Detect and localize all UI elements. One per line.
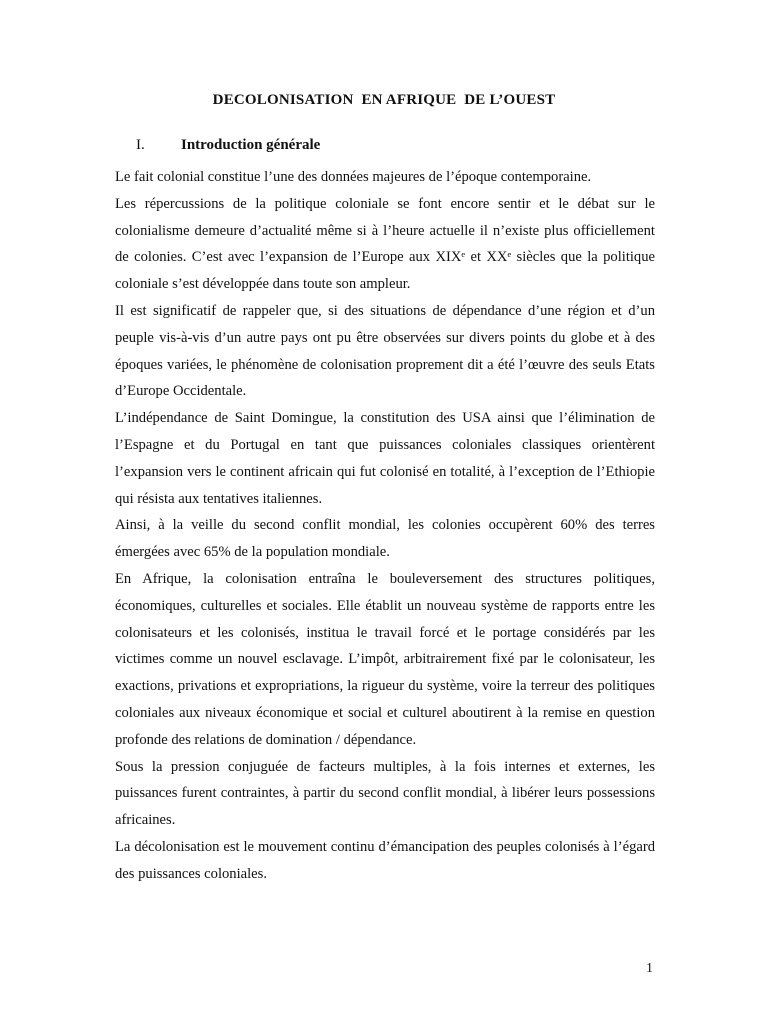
document-title: DECOLONISATION EN AFRIQUE DE L’OUEST xyxy=(212,92,556,108)
paragraph: Sous la pression conjuguée de facteurs multiples, à la fois internes et externes, les puissances furent contraintes, à partir du second conflit mondial, à libérer leurs possessions africaines. xyxy=(115,758,655,829)
paragraph: Ainsi, à la veille du second conflit mondial, les colonies occupèrent 60% des terres émergées avec 65% de la population mondiale. xyxy=(115,517,655,561)
page-number: 1 xyxy=(646,961,653,976)
paragraph: Le fait colonial constitue l’une des données majeures de l’époque contemporaine. xyxy=(115,169,592,185)
body-text xyxy=(115,164,655,888)
section-number: I. xyxy=(136,137,145,153)
paragraph: La décolonisation est le mouvement continu d’émancipation des peuples colonisés à l’égard des puissances coloniales. xyxy=(115,838,655,882)
section-heading-text: Introduction générale xyxy=(181,137,321,153)
paragraph: En Afrique, la colonisation entraîna le bouleversement des structures politiques, économiques, culturelles et sociales. Elle établit un nouveau système de rapports entre les colonisateurs et les colonisés, institua le travail forcé et le portage considérés par les victimes comme un nouvel esclavage. L’impôt, arbitrairement fixé par le colonisateur, les exactions, privations et expropriations, la rigueur du système, voire la terreur des politiques coloniales aux niveaux économique et social et culturel aboutirent à la remise en question profonde des relations de domination / dépendance. xyxy=(115,570,655,748)
paragraph: Les répercussions de la politique coloniale se font encore sentir et le débat sur le colonialisme demeure d’actualité même si à l’heure actuelle il n’existe plus officiellement de colonies. C’est avec l’expansion de l’Europe aux XIXᵉ et XXᵉ siècles que la politique coloniale s’est développée dans toute son ampleur. xyxy=(115,195,655,293)
paragraph: Il est significatif de rappeler que, si des situations de dépendance d’une région et d’un peuple vis-à-vis d’un autre pays ont pu être observées sur divers points du globe et à des époques variées, le phénomène de colonisation proprement dit a été l’œuvre des seuls Etats d’Europe Occidentale. xyxy=(115,302,655,400)
paragraph: L’indépendance de Saint Domingue, la constitution des USA ainsi que l’élimination de l’Espagne et du Portugal en tant que puissances coloniales classiques orientèrent l’expansion vers le continent africain qui fut colonisé en totalité, à l’exception de l’Ethiopie qui résista aux tentatives italiennes. xyxy=(115,410,655,507)
